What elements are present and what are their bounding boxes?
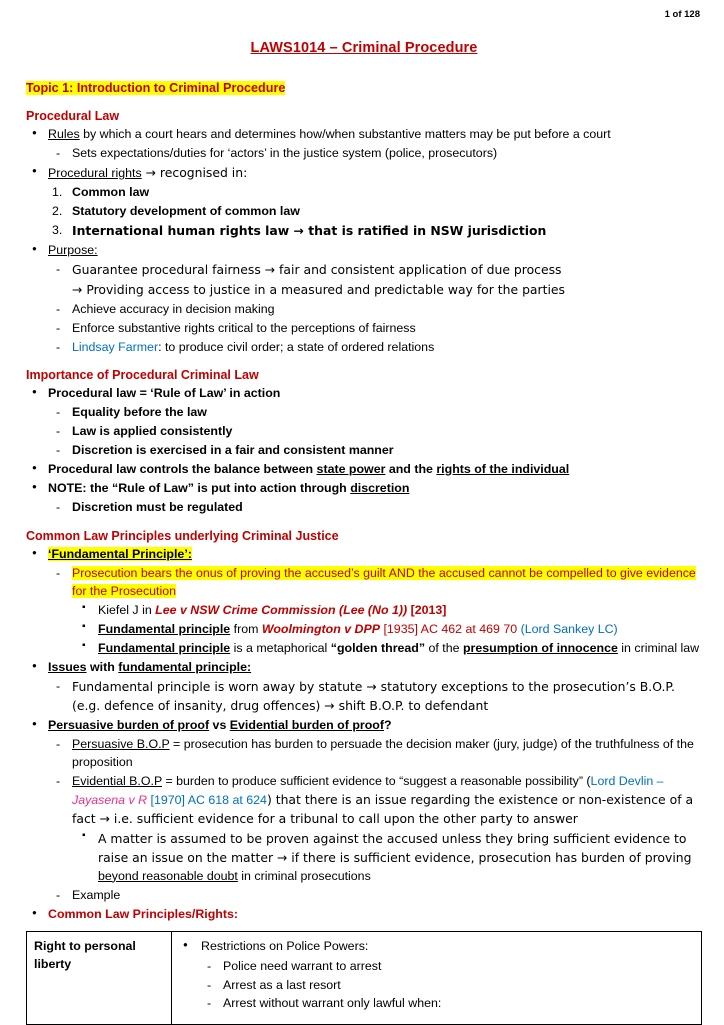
list-item: [26, 887, 702, 905]
state-power-term: state power: [316, 461, 386, 476]
text-run: ?: [383, 717, 392, 732]
list-item-text: Guarantee procedural fairness → fair and consistent application of due process: [72, 261, 562, 277]
text-run: = burden to produce sufficient evidence to “suggest a reasonable possibility” (: [162, 773, 591, 788]
text-run: and the: [385, 461, 437, 476]
list-item: [26, 830, 702, 886]
list-item: [26, 203, 702, 221]
list-item-text: Statutory development of common law: [72, 203, 300, 218]
list-item: [26, 261, 702, 280]
judge-name: Lord Devlin –: [590, 773, 664, 788]
rules-label: Rules: [48, 126, 80, 141]
procedural-rights-label: Procedural rights: [48, 165, 142, 180]
case-reference: [1970] AC 618 at 624: [147, 792, 267, 807]
topic-heading: Topic 1: Introduction to Criminal Procedure: [26, 80, 286, 95]
scholar-name: Lindsay Farmer: [72, 339, 159, 354]
list-item-text: Sets expectations/duties for ‘actors’ in the justice system (police, prosecutors): [72, 145, 498, 160]
list-item-text: Discretion is exercised in a fair and consistent manner: [72, 442, 394, 457]
list-item: [26, 773, 702, 829]
list-item: [26, 320, 702, 338]
issues-label: Issues: [48, 659, 87, 674]
text-run: vs: [209, 717, 230, 732]
text-run: with: [86, 659, 119, 674]
list-item: [26, 184, 702, 202]
list-marker: 3.: [52, 222, 63, 237]
page-number: 1 of 128: [664, 9, 700, 20]
list-item: [26, 499, 702, 517]
table-cell-right-label: Right to personal liberty: [27, 931, 172, 1025]
list-item: [26, 242, 702, 260]
list-item: [26, 461, 702, 479]
rules-text: by which a court hears and determines how/when substantive matters may be put before a court: [79, 126, 611, 141]
text-run: Fundamental principle: [98, 640, 231, 655]
common-law-rights-heading: Common Law Principles/Rights:: [48, 906, 239, 921]
list-item-text: Common law: [72, 184, 150, 199]
text-run: fundamental principle:: [118, 659, 252, 674]
text-run: A matter is assumed to be proven against the accused unless they bring sufficient evidence to raise an issue on the matter → if there is sufficient evidence, prosecution has burden of proving: [98, 830, 692, 865]
list-marker: 2.: [52, 203, 63, 218]
judge-name: (Lord Sankey LC): [520, 621, 618, 636]
list-item: [26, 164, 702, 183]
page-title: LAWS1014 – Criminal Procedure: [250, 39, 478, 56]
list-item-text: Achieve accuracy in decision making: [72, 301, 275, 316]
list-item-text: Discretion must be regulated: [72, 499, 243, 514]
list-item-text: International human rights law → that is ratified in NSW jurisdiction: [72, 222, 547, 238]
topic-heading-line: [26, 79, 702, 98]
list-item: [26, 546, 702, 564]
golden-thread-phrase: “golden thread”: [330, 640, 426, 655]
case-year: [2013]: [407, 602, 447, 617]
section-heading-common-law-principles: Common Law Principles underlying Criminal Justice: [26, 528, 339, 543]
restrictions-heading: Restrictions on Police Powers:: [201, 938, 369, 953]
list-item: [26, 145, 702, 163]
case-citation: Lee v NSW Crime Commission (Lee (No 1)): [155, 602, 408, 617]
list-item-text: = prosecution has burden to persuade the decision maker (jury, judge) of the truthfulness of the proposition: [72, 736, 694, 769]
case-citation: Jayasena v R: [72, 792, 148, 807]
individual-rights-term: rights of the individual: [436, 461, 570, 476]
list-item-text: Procedural law = ‘Rule of Law’ in action: [48, 385, 281, 400]
evidential-bop-term: Evidential burden of proof: [229, 717, 384, 732]
persuasive-bop-term: Persuasive burden of proof: [48, 717, 210, 732]
procedural-rights-text: → recognised in:: [141, 164, 248, 180]
list-item: [26, 678, 702, 716]
list-item: [26, 126, 702, 144]
text-run: Procedural law controls the balance between: [48, 461, 317, 476]
list-item: [179, 958, 694, 976]
list-item-text: Enforce substantive rights critical to the perceptions of fairness: [72, 320, 416, 335]
text-run: Kiefel J in: [98, 602, 156, 617]
discretion-term: discretion: [350, 480, 410, 495]
purpose-label: Purpose:: [48, 242, 98, 257]
list-item: [26, 301, 702, 319]
list-item-text: Arrest without warrant only lawful when:: [223, 996, 442, 1011]
text-run: in criminal law: [617, 640, 700, 655]
fundamental-principle-text: Prosecution bears the onus of proving the accused’s guilt AND the accused cannot be compelled to give evidence for the Prosecution: [72, 565, 696, 598]
text-run: ) that there is an issue regarding the existence or non-existence of a fact → i.e. sufficient evidence for a tribunal to call upon the other party to answer: [72, 791, 694, 826]
list-item-text: Law is applied consistently: [72, 423, 233, 438]
text-run: Evidential B.O.P: [72, 773, 162, 788]
text-run: NOTE: the “Rule of Law” is put into action through: [48, 480, 351, 495]
list-item: [26, 385, 702, 403]
list-item-text: Example: [72, 887, 121, 902]
scholar-text: : to produce civil order; a state of ordered relations: [158, 339, 435, 354]
section-heading-importance: Importance of Procedural Criminal Law: [26, 367, 259, 382]
presumption-of-innocence-term: presumption of innocence: [462, 640, 618, 655]
text-run: is a metaphorical: [230, 640, 331, 655]
text-run: Fundamental principle: [98, 621, 231, 636]
text-run: of the: [425, 640, 463, 655]
list-item: [26, 565, 702, 601]
continuation-text: [26, 281, 702, 300]
list-item: [26, 659, 702, 677]
table-row: [27, 931, 702, 1025]
list-item-text: Police need warrant to arrest: [223, 958, 382, 973]
police-powers-table: [26, 931, 702, 1025]
case-reference: [1935] AC 462 at 469 70: [380, 621, 521, 636]
list-item-text: Fundamental principle is worn away by statute → statutory exceptions to the prosecution’s B.O.P. (e.g. defence of insanity, drug offences) → shift B.O.P. to defendant: [72, 678, 675, 713]
list-item: [26, 404, 702, 422]
list-marker: 1.: [52, 184, 63, 199]
section-heading-procedural-law: Procedural Law: [26, 108, 120, 123]
text-run: from: [230, 621, 262, 636]
list-item: [26, 423, 702, 441]
fundamental-principle-label: ‘Fundamental Principle’:: [48, 546, 192, 561]
list-item: [26, 621, 702, 639]
list-item: [26, 222, 702, 241]
list-item: [26, 736, 702, 772]
text-run: Persuasive B.O.P: [72, 736, 170, 751]
beyond-reasonable-doubt-term: beyond reasonable doubt: [98, 868, 238, 883]
continuation-line: → Providing access to justice in a measured and predictable way for the parties: [72, 281, 565, 297]
list-item: [26, 717, 702, 735]
list-item: [26, 602, 702, 620]
list-item: [26, 640, 702, 658]
table-cell-restrictions: [172, 931, 702, 1025]
list-item: [26, 442, 702, 460]
list-item: [179, 995, 694, 1013]
case-citation: Woolmington v DPP: [261, 621, 381, 636]
list-item: [26, 339, 702, 357]
list-item: [179, 977, 694, 995]
list-item: [179, 938, 694, 956]
list-item: [26, 480, 702, 498]
list-item-text: Arrest as a last resort: [223, 977, 341, 992]
list-item-text: Equality before the law: [72, 404, 207, 419]
text-run: in criminal prosecutions: [237, 868, 371, 883]
list-item: [26, 906, 702, 924]
